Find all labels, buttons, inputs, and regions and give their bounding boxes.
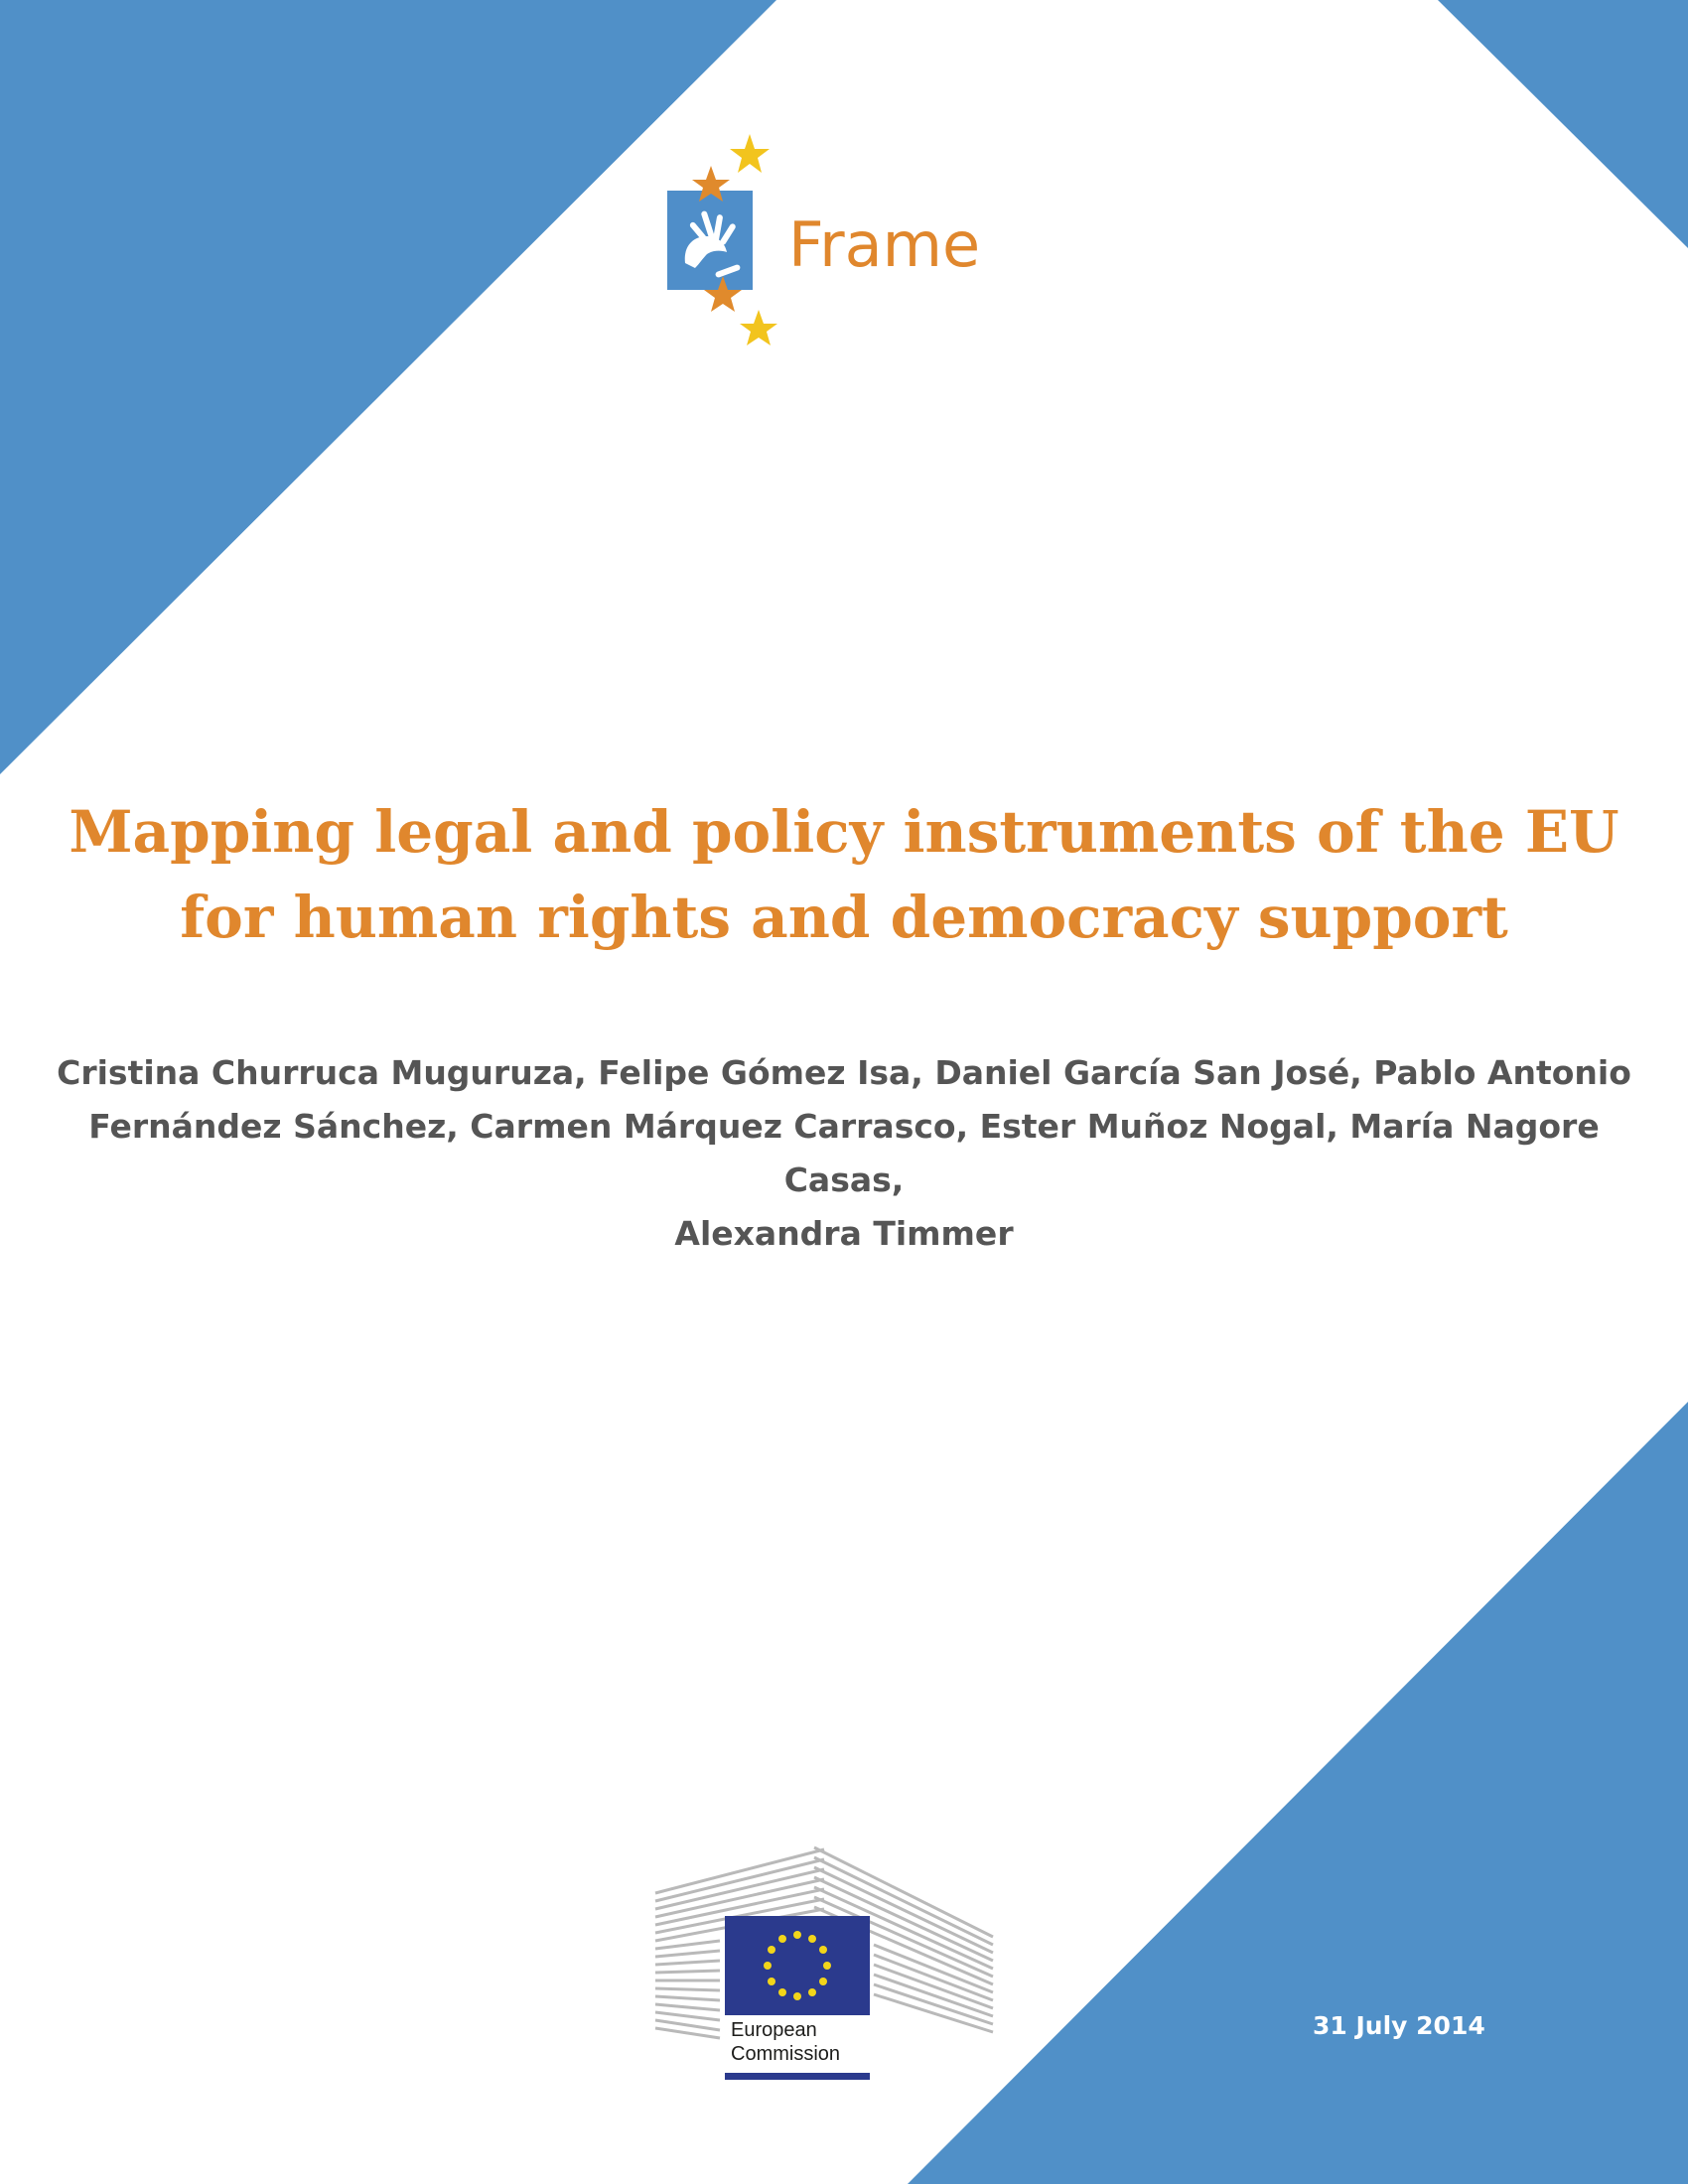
gold-star-icon (730, 134, 770, 173)
frame-brand-name: Frame (788, 208, 981, 281)
publisher-line-2: Commission (731, 2043, 841, 2065)
document-title (40, 789, 1648, 960)
authors-line-3: Alexandra Timmer (674, 1214, 1014, 1253)
publisher-underline (725, 2073, 870, 2080)
frame-logo (655, 119, 1053, 357)
gold-star-icon (740, 310, 777, 345)
title-line-1: Mapping legal and policy instruments of the EU (69, 798, 1619, 866)
publication-date: 31 July 2014 (1313, 2011, 1485, 2040)
top-right-blue-triangle (1438, 0, 1688, 248)
authors-line-1: Cristina Churruca Muguruza, Felipe Gómez Isa, Daniel García San José, Pablo Antonio (57, 1053, 1631, 1092)
publisher-name (731, 2018, 840, 2066)
authors-line-2: Fernández Sánchez, Carmen Márquez Carrasco, Ester Muñoz Nogal, María Nagore Casas, (88, 1107, 1600, 1199)
publisher-line-1: European (731, 2019, 817, 2041)
top-left-blue-triangle (0, 0, 776, 774)
title-line-2: for human rights and democracy support (180, 884, 1508, 951)
bottom-right-blue-triangle (908, 1402, 1688, 2184)
author-list (30, 1046, 1658, 1261)
